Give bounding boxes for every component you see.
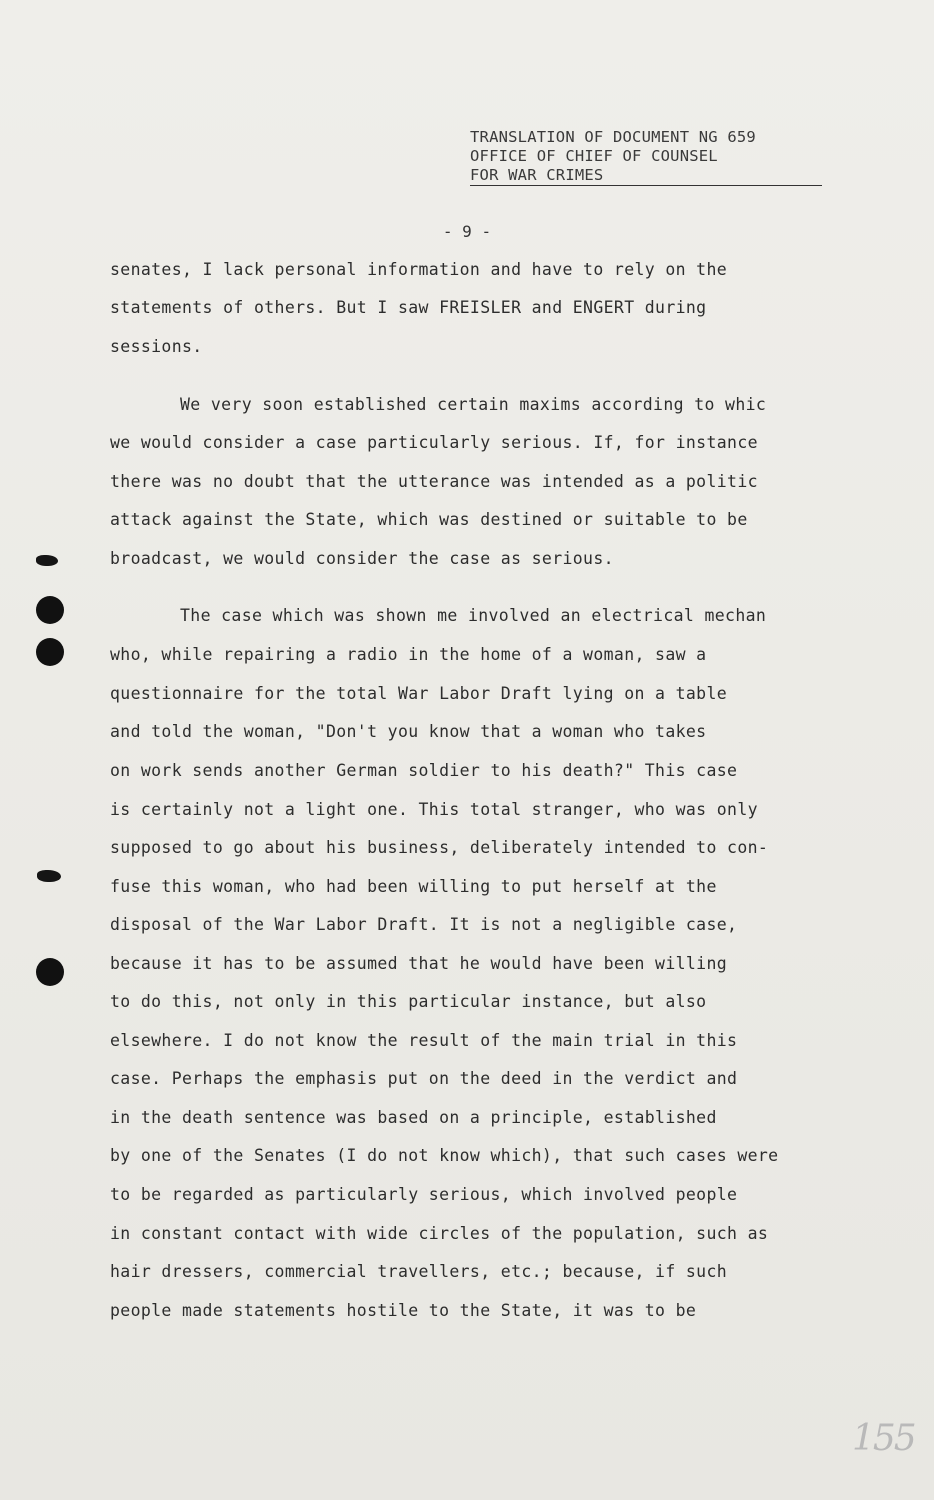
- text-line: supposed to go about his business, deliberately intended to con-: [110, 838, 769, 857]
- text-line: questionnaire for the total War Labor Draft lying on a table: [110, 684, 728, 703]
- text-line: in constant contact with wide circles of the population, such as: [110, 1224, 769, 1243]
- margin-speck: [36, 555, 58, 566]
- text-line: on work sends another German soldier to his death?" This case: [110, 761, 738, 780]
- punch-hole: [36, 958, 64, 986]
- text-line: there was no doubt that the utterance was intended as a politic: [110, 472, 758, 491]
- text-line: fuse this woman, who had been willing to put herself at the: [110, 877, 717, 896]
- text-line: and told the woman, "Don't you know that a woman who takes: [110, 722, 707, 741]
- text-line: The case which was shown me involved an electrical mechan: [180, 606, 767, 625]
- text-line: elsewhere. I do not know the result of the main trial in this: [110, 1031, 738, 1050]
- header-line-2: OFFICE OF CHIEF OF COUNSEL: [470, 147, 718, 165]
- text-line: statements of others. But I saw FREISLER and ENGERT during: [110, 298, 707, 317]
- page-number: - 9 -: [442, 222, 492, 241]
- text-line: because it has to be assumed that he would have been willing: [110, 954, 728, 973]
- document-header: [470, 128, 822, 186]
- handwritten-page-number: 155: [852, 1418, 915, 1459]
- text-line: broadcast, we would consider the case as serious.: [110, 549, 614, 568]
- text-line: sessions.: [110, 337, 203, 356]
- text-line: by one of the Senates (I do not know which), that such cases were: [110, 1146, 779, 1165]
- text-line: in the death sentence was based on a principle, established: [110, 1108, 717, 1127]
- text-line: We very soon established certain maxims according to whic: [180, 395, 767, 414]
- punch-hole: [36, 638, 64, 666]
- header-line-3: FOR WAR CRIMES: [470, 166, 604, 184]
- header-line-1: TRANSLATION OF DOCUMENT NG 659: [470, 128, 756, 146]
- text-line: attack against the State, which was destined or suitable to be: [110, 510, 748, 529]
- header-rule: [470, 185, 822, 186]
- text-line: senates, I lack personal information and have to rely on the: [110, 260, 728, 279]
- text-line: we would consider a case particularly serious. If, for instance: [110, 433, 758, 452]
- text-line: to be regarded as particularly serious, which involved people: [110, 1185, 738, 1204]
- text-line: is certainly not a light one. This total stranger, who was only: [110, 800, 758, 819]
- margin-speck: [37, 870, 61, 882]
- text-line: people made statements hostile to the State, it was to be: [110, 1301, 697, 1320]
- punch-hole: [36, 596, 64, 624]
- text-line: who, while repairing a radio in the home of a woman, saw a: [110, 645, 707, 664]
- text-line: disposal of the War Labor Draft. It is not a negligible case,: [110, 915, 738, 934]
- text-line: case. Perhaps the emphasis put on the deed in the verdict and: [110, 1069, 738, 1088]
- text-line: hair dressers, commercial travellers, etc.; because, if such: [110, 1262, 728, 1281]
- text-line: to do this, not only in this particular instance, but also: [110, 992, 707, 1011]
